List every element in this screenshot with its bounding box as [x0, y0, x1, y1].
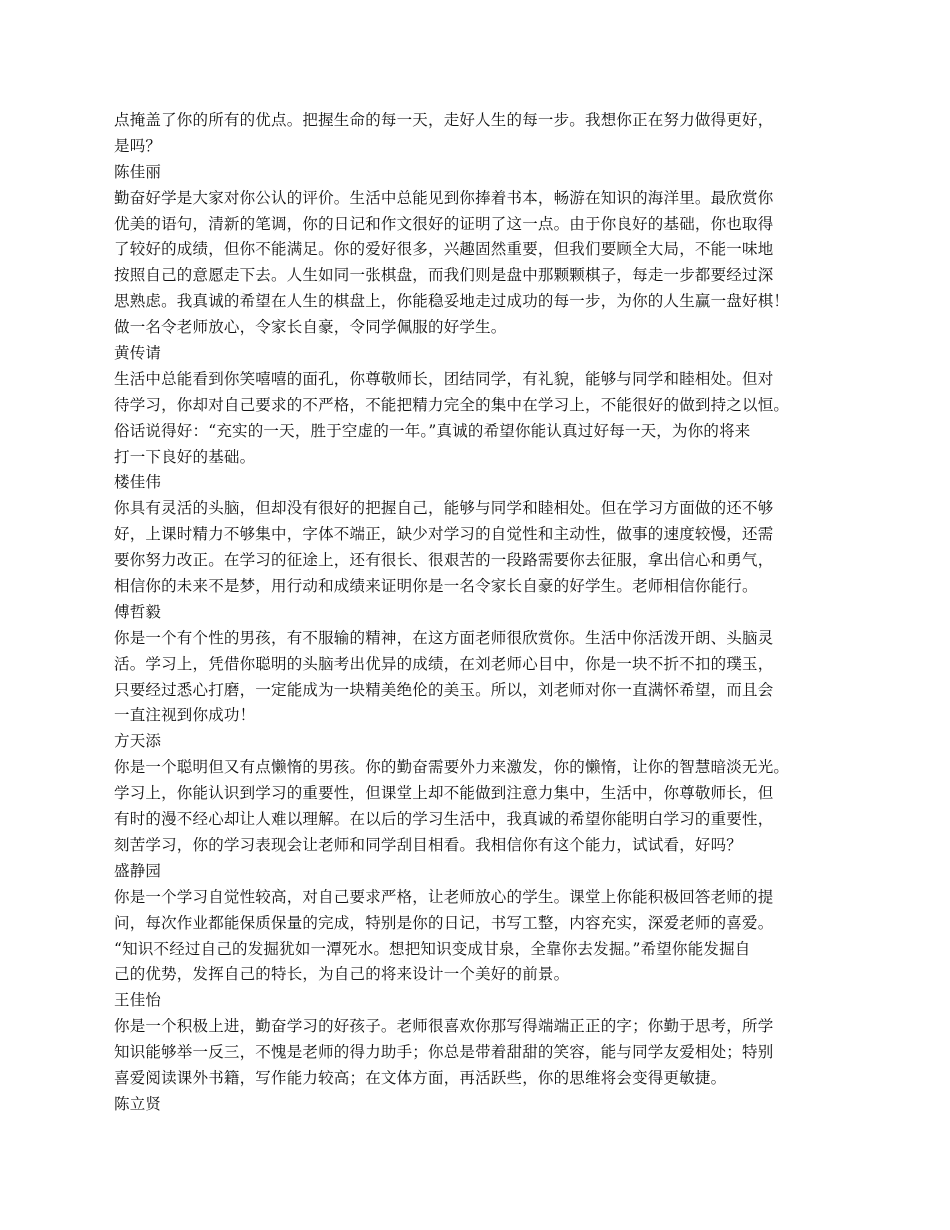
text-line: 你是一个聪明但又有点懒惰的男孩。你的勤奋需要外力来激发，你的懒惰，让你的智慧暗淡无光。 [114, 758, 790, 777]
student-name: 盛静园 [114, 861, 162, 880]
text-line: 勤奋好学是大家对你公认的评价。生活中总能见到你捧着书本，畅游在知识的海洋里。最欣赏你 [114, 188, 774, 207]
text-line: 活。学习上，凭借你聪明的头脑考出优异的成绩，在刘老师心目中，你是一块不折不扣的璞玉， [114, 654, 774, 673]
text-line: 学习上，你能认识到学习的重要性，但课堂上却不能做到注意力集中，生活中，你尊敬师长，但 [114, 784, 774, 803]
student-name: 方天添 [114, 732, 162, 751]
student-name: 陈立贤 [114, 1094, 162, 1113]
text-line: 优美的语句，清新的笔调，你的日记和作文很好的证明了这一点。由于你良好的基础，你也取得 [114, 214, 774, 233]
text-line: 有时的漫不经心却让人难以理解。在以后的学习生活中，我真诚的希望你能明白学习的重要性， [114, 810, 774, 829]
student-name: 王佳怡 [114, 991, 162, 1010]
text-line: 只要经过悉心打磨，一定能成为一块精美绝伦的美玉。所以，刘老师对你一直满怀希望，而且会 [114, 680, 774, 699]
text-line: 按照自己的意愿走下去。人生如同一张棋盘，而我们则是盘中那颗颗棋子，每走一步都要经过深 [114, 266, 774, 285]
text-line: 了较好的成绩，但你不能满足。你的爱好很多，兴趣固然重要，但我们要顾全大局，不能一味地 [114, 240, 774, 259]
text-line: 你是一个学习自觉性较高，对自己要求严格，让老师放心的学生。课堂上你能积极回答老师的提 [114, 887, 774, 906]
text-line: 做一名令老师放心，令家长自豪，令同学佩服的好学生。 [114, 318, 507, 337]
document-page [114, 108, 854, 1118]
text-line: 好，上课时精力不够集中，字体不端正，缺少对学习的自觉性和主动性，做事的速度较慢，还需 [114, 525, 774, 544]
text-line: 点掩盖了你的所有的优点。把握生命的每一天，走好人生的每一步。我想你正在努力做得更好， [114, 111, 774, 129]
text-line: 俗话说得好：“充实的一天，胜于空虚的一年。”真诚的希望你能认真过好每一天，为你的将来 [114, 421, 751, 440]
text-line: 一直注视到你成功！ [114, 706, 256, 725]
text-line: “知识不经过自己的发掘犹如一潭死水。想把知识变成甘泉，全靠你去发掘。”希望你能发掘自 [114, 939, 751, 958]
text-line: 你是一个有个性的男孩，有不服输的精神，在这方面老师很欣赏你。生活中你活泼开朗、头脑灵 [114, 628, 774, 647]
text-line: 知识能够举一反三，不愧是老师的得力助手；你总是带着甜甜的笑容，能与同学友爱相处；特别 [114, 1043, 774, 1062]
student-name: 傅哲毅 [114, 602, 162, 621]
text-line: 你是一个积极上进，勤奋学习的好孩子。老师很喜欢你那写得端端正正的字；你勤于思考，所学 [114, 1017, 774, 1036]
text-line: 思熟虑。我真诚的希望在人生的棋盘上，你能稳妥地走过成功的每一步，为你的人生赢一盘好棋！ [114, 292, 790, 311]
student-name: 楼佳伟 [114, 473, 162, 492]
text-line: 刻苦学习，你的学习表现会让老师和同学刮目相看。我相信你有这个能力，试试看，好吗？ [114, 835, 743, 854]
student-name: 黄传请 [114, 344, 162, 363]
text-line: 相信你的未来不是梦，用行动和成绩来证明你是一名令家长自豪的好学生。老师相信你能行。 [114, 577, 758, 596]
text-line: 打一下良好的基础。 [114, 447, 256, 466]
text-line: 生活中总能看到你笑嘻嘻的面孔，你尊敬师长，团结同学，有礼貌，能够与同学和睦相处。但对 [114, 369, 774, 388]
text-line: 问，每次作业都能保质保量的完成，特别是你的日记，书写工整，内容充实，深爱老师的喜爱。 [114, 913, 774, 932]
text-line: 待学习，你却对自己要求的不严格，不能把精力完全的集中在学习上，不能很好的做到持之以恒。 [114, 395, 790, 414]
text-line: 喜爱阅读课外书籍，写作能力较高；在文体方面，再活跃些，你的思维将会变得更敏捷。 [114, 1068, 727, 1087]
text-line: 你具有灵活的头脑，但却没有很好的把握自己，能够与同学和睦相处。但在学习方面做的还不够 [114, 499, 774, 518]
text-line: 是吗？ [114, 136, 162, 155]
text-line: 要你努力改正。在学习的征途上，还有很长、很艰苦的一段路需要你去征服，拿出信心和勇气， [114, 551, 774, 570]
student-name: 陈佳丽 [114, 162, 162, 181]
text-line: 己的优势，发挥自己的特长，为自己的将来设计一个美好的前景。 [114, 965, 570, 984]
